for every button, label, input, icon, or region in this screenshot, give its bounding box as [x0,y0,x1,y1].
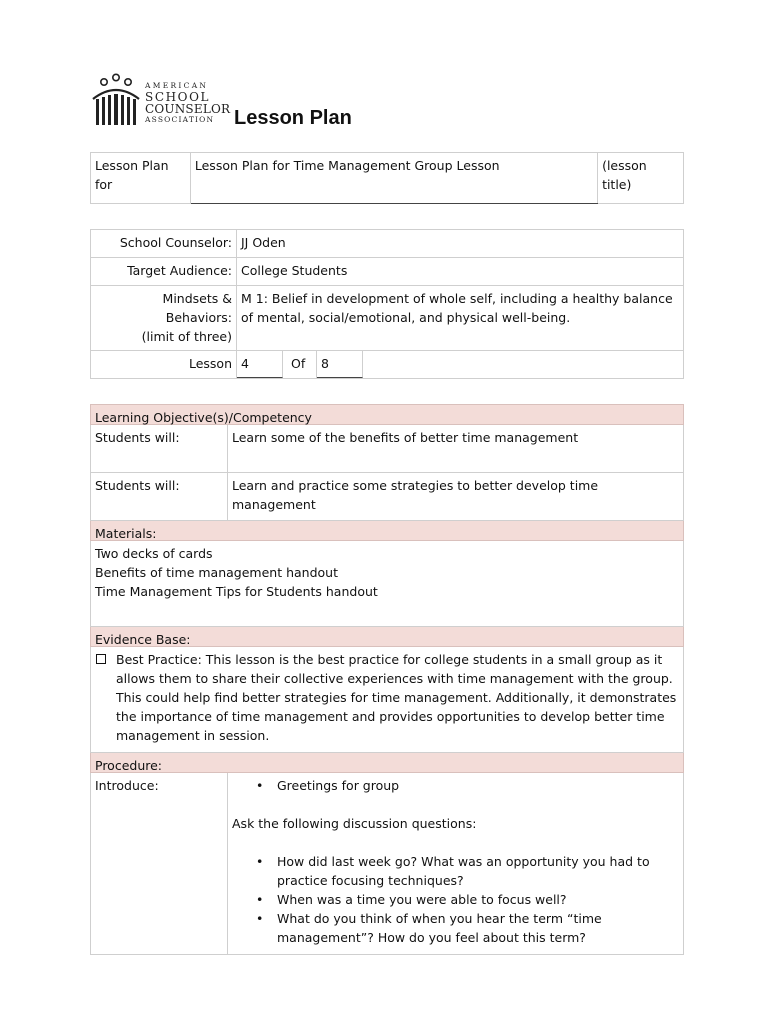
logo-line-4: ASSOCIATION [145,114,215,124]
lesson-count [237,351,683,378]
logo-wordmark [145,82,230,123]
lesson-plan-for-label: Lesson Plan for [91,153,191,204]
list-item: • How did last week go? What was an opportunity you had to practice focusing techniques? [232,852,679,890]
asca-logo [91,73,231,129]
lesson-body-table [90,404,684,955]
objectives-header: Learning Objective(s)/Competency [95,410,312,425]
objectives-header-cell [91,405,684,425]
figures-emblem-icon [91,73,141,129]
audience-label: Target Audience: [91,258,237,286]
document-header [91,73,591,129]
checkbox-icon[interactable] [96,654,106,664]
list-item: • What do you think of when you hear the term “time management”? How do you feel about this term? [232,909,679,947]
logo-line-1: AMERICAN [145,81,209,90]
intro-text: Ask the following discussion questions: [232,816,477,831]
materials-header: Materials: [95,526,157,541]
evidence-cell [91,647,684,753]
list-item: • Greetings for group [232,776,679,795]
details-table [90,229,684,379]
lesson-title-table [90,152,684,204]
materials-header-cell [91,521,684,541]
procedure-header: Procedure: [95,758,163,773]
objective-1-value[interactable]: Learn some of the benefits of better time management [228,425,684,473]
logo-line-2: SCHOOL [145,89,211,104]
logo-line-3: COUNSELOR [145,101,231,116]
material-item: Benefits of time management handout [95,565,338,580]
mindsets-value[interactable]: M 1: Belief in development of whole self, including a healthy balance of mental, social/emotional, and physical well-being. [237,286,684,351]
lesson-title-field[interactable]: Lesson Plan for Time Management Group Lesson [190,153,597,204]
objective-1-label: Students will: [91,425,228,473]
mindsets-limit: (limit of three) [141,329,232,344]
lesson-label: Lesson [91,351,237,379]
lesson-number[interactable]: 4 [237,351,283,378]
of-label: Of [283,351,317,378]
mindsets-label: Mindsets & Behaviors: [162,291,232,325]
lesson-total[interactable]: 8 [317,351,363,378]
counselor-value[interactable]: JJ Oden [237,230,684,258]
material-item: Time Management Tips for Students handout [95,584,378,599]
list-item: • When was a time you were able to focus well? [232,890,679,909]
evidence-text[interactable]: Best Practice: This lesson is the best practice for college students in a small group as it allows them to share their collective experiences with time management with the group. This could help find better strategies for time management. Additionally, it demonstrates the importance of time management and provides opportunities to develop better time management in session. [116,652,677,743]
greeting-list [232,776,679,795]
page-title: Lesson Plan [234,107,352,129]
counselor-label: School Counselor: [91,230,237,258]
introduce-content[interactable] [228,773,684,955]
evidence-header: Evidence Base: [95,632,191,647]
material-item: Two decks of cards [95,546,213,561]
audience-value[interactable]: College Students [237,258,684,286]
mindsets-label-cell [91,286,237,351]
evidence-header-cell [91,627,684,647]
objective-2-value[interactable]: Learn and practice some strategies to better develop time management [228,473,684,521]
procedure-header-cell [91,753,684,773]
materials-list[interactable] [91,541,684,627]
questions-list [232,852,679,947]
lesson-title-note: (lesson title) [598,153,684,204]
lesson-count-cell [237,351,684,379]
introduce-label: Introduce: [91,773,228,955]
objective-2-label: Students will: [91,473,228,521]
